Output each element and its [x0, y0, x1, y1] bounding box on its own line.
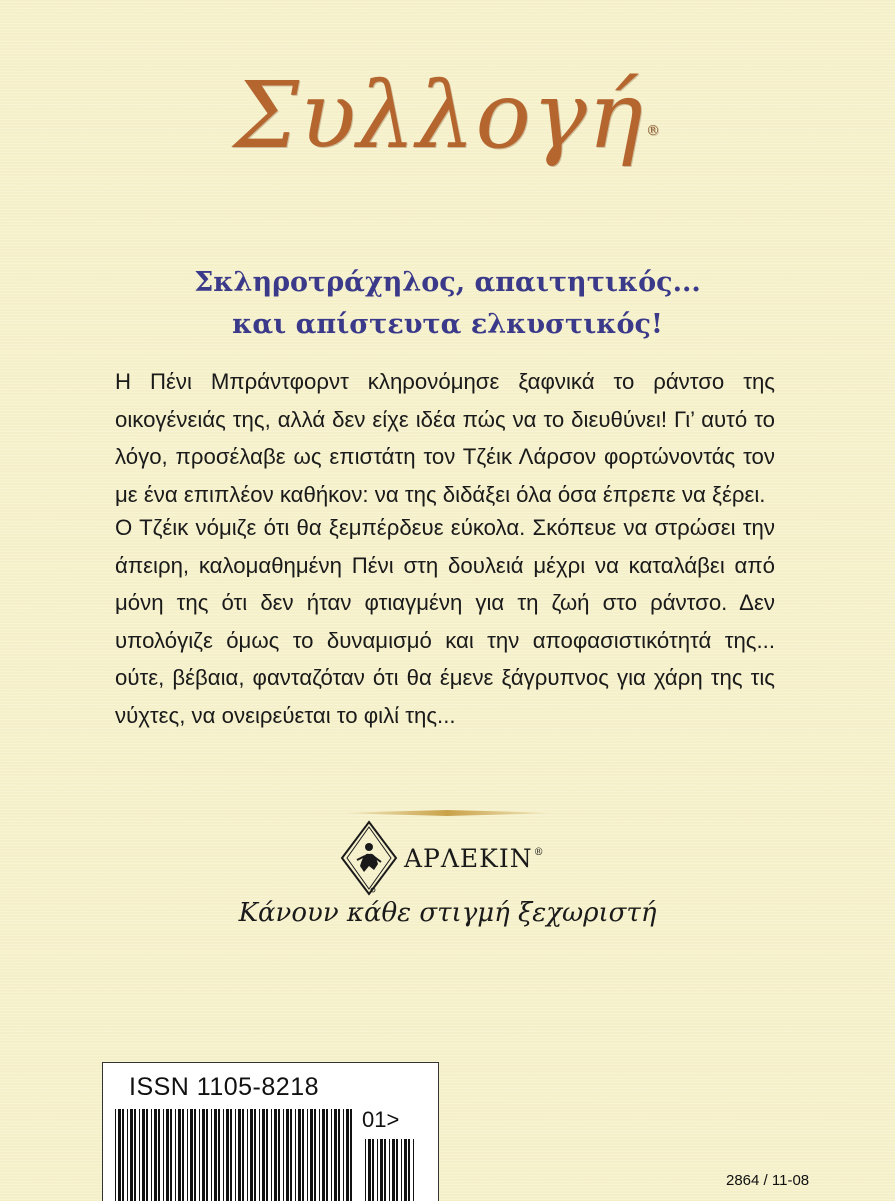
barcode-stripe — [413, 1139, 414, 1201]
barcode-stripe — [343, 1109, 344, 1201]
barcode-stripe — [130, 1109, 133, 1201]
barcode-stripe — [163, 1109, 164, 1201]
blurb-paragraph-2: Ο Τζέικ νόμιζε ότι θα ξεμπέρδευε εύκολα. Σκόπευε να στρώσει την άπειρη, καλομαθημένη Πένι στη δουλειά μέχρι να καταλάβει από μόνη της ότι δεν ήταν φτιαγμένη για τη ζωή στο ράντσο. Δεν υπολόγιζε όμως το δυναμισμό και την αποφασιστικότητά της... ούτε, βέβαια, φανταζόταν ότι θα έμενε ξάγρυπνος για χάρη της τις νύχτες, να ονειρεύεται το φιλί της... — [115, 515, 775, 728]
barcode-stripe — [298, 1109, 301, 1201]
barcode-stripe — [182, 1109, 184, 1201]
barcode-stripe — [187, 1109, 188, 1201]
barcode-panel — [102, 1062, 439, 1201]
tagline-line-2: και απίστευτα ελκυστικός! — [232, 309, 663, 340]
barcode-stripe — [175, 1109, 176, 1201]
barcode-stripe — [190, 1109, 193, 1201]
barcode-addon-number — [362, 1107, 399, 1133]
barcode-stripe — [250, 1109, 253, 1201]
barcode-stripe — [142, 1109, 145, 1201]
barcode-stripe — [223, 1109, 224, 1201]
barcode-stripe — [230, 1109, 232, 1201]
barcode-stripe — [158, 1109, 160, 1201]
barcode-addon-bars — [365, 1139, 415, 1201]
barcode-stripe — [259, 1109, 260, 1201]
barcode-stripe — [283, 1109, 284, 1201]
barcode-stripe — [392, 1139, 395, 1201]
barcode-stripe — [346, 1109, 349, 1201]
catalog-code: 2864 / 11-08 — [726, 1172, 810, 1189]
barcode-stripe — [170, 1109, 172, 1201]
barcode-stripe — [166, 1109, 169, 1201]
series-logo — [0, 62, 895, 169]
barcode-stripe — [139, 1109, 140, 1201]
barcode-stripe — [377, 1139, 378, 1201]
barcode-stripe — [314, 1109, 316, 1201]
barcode-stripe — [214, 1109, 217, 1201]
logo-registered-mark: ® — [646, 123, 662, 139]
barcode-stripe — [307, 1109, 308, 1201]
publisher-name-text: ΑΡΛΕΚΙΝ — [404, 844, 533, 873]
barcode-stripe — [151, 1109, 152, 1201]
barcode-stripe — [199, 1109, 200, 1201]
ornament-divider — [335, 810, 560, 816]
barcode-stripe — [235, 1109, 236, 1201]
tagline-line-1: Σκληροτράχηλος, απαιτητικός... — [194, 267, 701, 298]
barcode-stripe — [226, 1109, 229, 1201]
barcode-stripe — [401, 1139, 402, 1201]
barcode-stripe — [178, 1109, 181, 1201]
addon-chevron-icon: > — [386, 1107, 400, 1132]
addon-digits: 01 — [362, 1107, 387, 1132]
barcode-stripe — [338, 1109, 340, 1201]
barcode-stripe — [350, 1109, 352, 1201]
barcode-stripe — [266, 1109, 268, 1201]
barcode-stripe — [271, 1109, 272, 1201]
barcode-stripe — [372, 1139, 374, 1201]
barcode-stripe — [238, 1109, 241, 1201]
barcode-stripe — [322, 1109, 325, 1201]
barcode-stripe — [247, 1109, 248, 1201]
barcode-stripe — [154, 1109, 157, 1201]
tagline — [0, 262, 895, 346]
barcode-stripe — [118, 1109, 121, 1201]
barcode-stripe — [389, 1139, 390, 1201]
publisher-registered-mark: ® — [533, 847, 545, 858]
series-logo-text: Συλλογή — [233, 62, 645, 169]
publisher-motto: Κάνουν κάθε στιγμή ξεχωριστή — [238, 898, 657, 928]
barcode-stripe — [127, 1109, 128, 1201]
publisher-logo — [340, 820, 600, 900]
barcode-stripe — [146, 1109, 148, 1201]
barcode-stripe — [290, 1109, 292, 1201]
barcode-stripe — [134, 1109, 136, 1201]
barcode-stripe — [396, 1139, 398, 1201]
barcode-stripe — [368, 1139, 371, 1201]
barcode-stripe — [242, 1109, 244, 1201]
barcode-stripe — [122, 1109, 124, 1201]
barcode-stripe — [404, 1139, 407, 1201]
barcode-stripe — [194, 1109, 196, 1201]
barcode-bars — [115, 1109, 355, 1201]
barcode-stripe — [408, 1139, 410, 1201]
blurb-paragraph-1: Η Πένι Μπράντφορντ κληρονόμησε ξαφνικά το ράντσο της οικογένειάς της, αλλά δεν είχε ιδέα πώς να το διευθύνει! Γι’ αυτό το λόγο, προσέλαβε ως επιστάτη τον Τζέικ Λάρσον φορτώνοντάς τον με ένα επιπλέον καθήκον: να της διδάξει όλα όσα έπρεπε να ξέρει. — [115, 369, 775, 507]
barcode-stripe — [380, 1139, 383, 1201]
barcode-stripe — [115, 1109, 116, 1201]
barcode-stripe — [365, 1139, 366, 1201]
harlequin-diamond-icon — [340, 820, 398, 896]
barcode-stripe — [302, 1109, 304, 1201]
barcode-stripe — [384, 1139, 386, 1201]
barcode-stripe — [331, 1109, 332, 1201]
barcode-stripe — [254, 1109, 256, 1201]
barcode-stripe — [262, 1109, 265, 1201]
barcode-stripe — [295, 1109, 296, 1201]
barcode-stripe — [211, 1109, 212, 1201]
barcode-stripe — [278, 1109, 280, 1201]
barcode-stripe — [206, 1109, 208, 1201]
barcode-stripe — [218, 1109, 220, 1201]
barcode-stripe — [202, 1109, 205, 1201]
barcode-stripe — [319, 1109, 320, 1201]
barcode-stripe — [274, 1109, 277, 1201]
barcode-stripe — [334, 1109, 337, 1201]
barcode-stripe — [326, 1109, 328, 1201]
barcode-stripe — [310, 1109, 313, 1201]
publisher-name — [404, 844, 545, 873]
barcode-stripe — [286, 1109, 289, 1201]
issn-label: ISSN 1105-8218 — [129, 1073, 319, 1101]
